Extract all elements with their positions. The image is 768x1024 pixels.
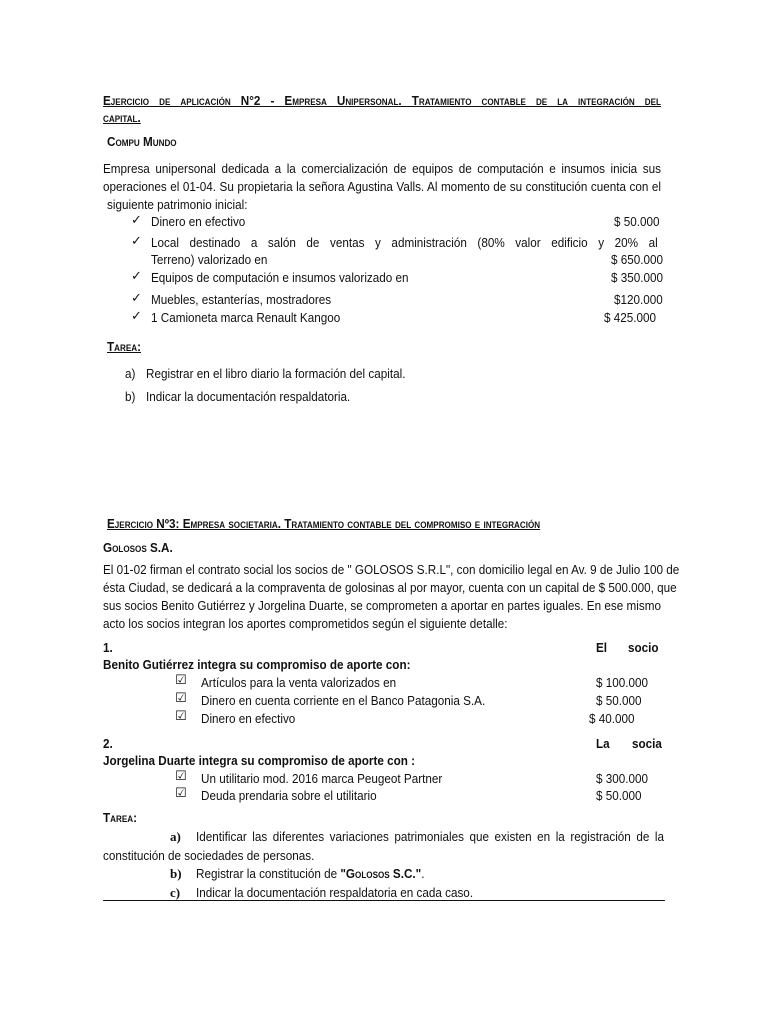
checked-box-icon: ☑	[175, 769, 187, 784]
contribution-item-label: Dinero en cuenta corriente en el Banco Patagonia S.A.	[201, 693, 486, 708]
contribution-item-value: $ 40.000	[589, 711, 635, 726]
partner-2-number: 2.	[103, 736, 113, 751]
asset-item-value: $120.000	[614, 292, 663, 307]
task-text-prefix: Registrar la constitución de	[196, 866, 341, 881]
task-text	[196, 866, 425, 881]
asset-item-label: 1 Camioneta marca Renault Kangoo	[151, 310, 341, 325]
task-text-continued: constitución de sociedades de personas.	[103, 848, 315, 863]
exercise-3-paragraph-line-3: sus socios Benito Gutiérrez y Jorgelina Duarte, se comprometen a aportar en partes iguales. En ese mismo	[103, 598, 661, 613]
contribution-item-value: $ 300.000	[596, 771, 649, 786]
asset-item-value: $ 50.000	[614, 214, 660, 229]
asset-item-value: $ 350.000	[611, 270, 664, 285]
partner-1-header: Benito Gutiérrez integra su compromiso de aporte con:	[103, 657, 411, 672]
exercise-3-paragraph-line-2: ésta Ciudad, se dedicará a la compraventa de golosinas al por mayor, cuenta con un capital de $ 500.000, que	[103, 580, 677, 595]
task-text: Identificar las diferentes variaciones patrimoniales que existen en la registración de la	[196, 829, 664, 844]
checked-box-icon: ☑	[175, 709, 187, 724]
asset-item-value: $ 425.000	[604, 310, 657, 325]
contribution-item-label: Artículos para la venta valorizados en	[201, 675, 397, 690]
task-marker: b)	[125, 389, 136, 404]
exercise-2-paragraph-line-3: siguiente patrimonio inicial:	[107, 197, 248, 212]
check-icon: ✓	[131, 213, 142, 228]
exercise-3-paragraph-line-1: El 01-02 firman el contrato social los socios de " GOLOSOS S.R.L", con domicilio legal en Av. 9 de Julio 100 de	[103, 562, 680, 577]
asset-item-value: $ 650.000	[611, 252, 664, 267]
bottom-divider	[103, 900, 665, 901]
checked-box-icon: ☑	[175, 673, 187, 688]
task-marker: b)	[170, 866, 182, 881]
check-icon: ✓	[131, 269, 142, 284]
exercise-2-title-line-2: capital.	[103, 110, 141, 125]
task-text: Indicar la documentación respaldatoria.	[146, 389, 351, 404]
exercise-3-title: Ejercicio Nº3: Empresa societaria. Tratamiento contable del compromiso e integración	[107, 516, 541, 531]
exercise-3-paragraph-line-4: acto los socios integran los aportes comprometidos según el siguiente detalle:	[103, 616, 508, 631]
asset-item-label: Muebles, estanterías, mostradores	[151, 292, 332, 307]
exercise-2-paragraph-line-1: Empresa unipersonal dedicada a la comercialización de equipos de computación e insumos inicia sus	[103, 161, 661, 176]
exercise-2-title-line-1: Ejercicio de aplicación N°2 - Empresa Unipersonal. Tratamiento contable de la integración del	[103, 93, 661, 108]
asset-item-label-continued: Terreno) valorizado en	[151, 252, 268, 267]
check-icon: ✓	[131, 291, 142, 306]
task-text: Indicar la documentación respaldatoria en cada caso.	[196, 885, 474, 900]
partner-1-socio: socio	[628, 640, 659, 655]
company-name-golosos: Golosos S.A.	[103, 540, 173, 555]
partner-2-la: La	[596, 736, 610, 751]
exercise-2-paragraph-line-2: operaciones el 01-04. Su propietaria la señora Agustina Valls. Al momento de su constitución cuenta con el	[103, 179, 661, 194]
contribution-item-value: $ 50.000	[596, 788, 642, 803]
asset-item-label: Equipos de computación e insumos valorizado en	[151, 270, 409, 285]
company-name-compu-mundo: Compu Mundo	[107, 134, 177, 149]
partner-1-el: El	[596, 640, 608, 655]
task-text: Registrar en el libro diario la formación del capital.	[146, 366, 406, 381]
task-heading: Tarea:	[103, 810, 138, 825]
checked-box-icon: ☑	[175, 691, 187, 706]
partner-1-number: 1.	[103, 640, 113, 655]
partner-2-header: Jorgelina Duarte integra su compromiso de aporte con :	[103, 753, 416, 768]
checked-box-icon: ☑	[175, 786, 187, 801]
task-marker: a)	[170, 829, 181, 844]
partner-2-socia: socia	[632, 736, 662, 751]
check-icon: ✓	[131, 234, 142, 249]
contribution-item-label: Deuda prendaria sobre el utilitario	[201, 788, 377, 803]
contribution-item-value: $ 100.000	[596, 675, 649, 690]
task-heading: Tarea:	[107, 339, 142, 354]
task-text-suffix: .	[421, 866, 425, 881]
contribution-item-value: $ 50.000	[596, 693, 642, 708]
asset-item-label: Dinero en efectivo	[151, 214, 246, 229]
task-text-company: "Golosos S.C."	[340, 866, 422, 881]
check-icon: ✓	[131, 309, 142, 324]
contribution-item-label: Un utilitario mod. 2016 marca Peugeot Partner	[201, 771, 443, 786]
task-marker: a)	[125, 366, 136, 381]
asset-item-label: Local destinado a salón de ventas y administración (80% valor edificio y 20% al	[151, 235, 658, 250]
contribution-item-label: Dinero en efectivo	[201, 711, 296, 726]
task-marker: c)	[170, 885, 181, 900]
